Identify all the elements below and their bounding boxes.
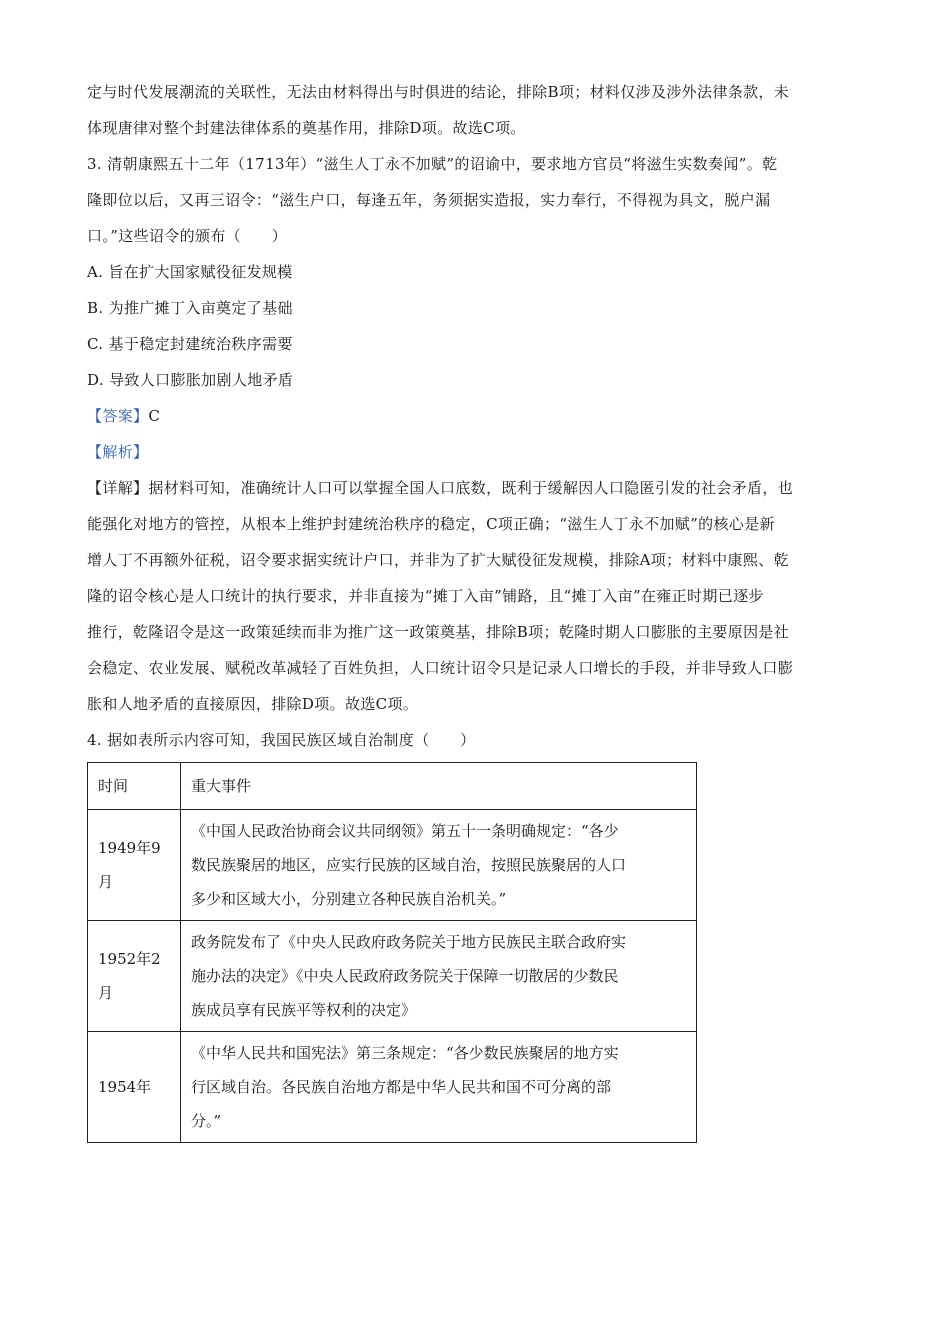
event-line: 《中国人民政治协商会议共同纲领》第五十一条明确规定：“各少 [191, 822, 619, 840]
q3-detail-line: 会稳定、农业发展、赋税改革减轻了百姓负担，人口统计诏令只是记录人口增长的手段，并非导致人口膨 [87, 659, 794, 677]
prev-answer-tail-line-1: 定与时代发展潮流的关联性，无法由材料得出与时俱进的结论，排除B项；材料仅涉及涉外法律条款，未 [87, 83, 790, 101]
time-line: 1954年 [98, 1078, 152, 1096]
header-time: 时间 [88, 763, 181, 810]
question-3 [87, 146, 863, 722]
event-line: 分。” [191, 1112, 222, 1130]
time-cell [88, 1032, 181, 1143]
event-line: 多少和区域大小，分别建立各种民族自治机关。” [191, 890, 507, 908]
q3-stem-line: 3. 清朝康熙五十二年（1713年）“滋生人丁永不加赋”的诏谕中，要求地方官员“将滋生实数奏闻”。乾 [87, 155, 778, 173]
table-row [88, 921, 697, 1032]
event-line: 《中华人民共和国宪法》第三条规定：“各少数民族聚居的地方实 [191, 1044, 619, 1062]
q3-option-c: C. 基于稳定封建统治秩序需要 [87, 335, 293, 353]
time-line: 1949年9 [98, 839, 161, 857]
prev-answer-tail-line-2: 体现唐律对整个封建法律体系的奠基作用，排除D项。故选C项。 [87, 119, 526, 137]
event-line: 族成员享有民族平等权利的决定》 [191, 1001, 417, 1019]
event-line: 施办法的决定》《中央人民政府政务院关于保障一切散居的少数民 [191, 967, 619, 985]
time-line: 月 [98, 984, 114, 1002]
time-cell [88, 810, 181, 921]
q3-stem-line: 口。”这些诏令的颁布（ ） [87, 227, 288, 245]
events-table [87, 762, 697, 1143]
event-line: 政务院发布了《中央人民政府政务院关于地方民族民主联合政府实 [191, 933, 627, 951]
time-cell [88, 921, 181, 1032]
q3-option-b: B. 为推广摊丁入亩奠定了基础 [87, 299, 293, 317]
time-line: 1952年2 [98, 950, 161, 968]
q3-answer [87, 398, 863, 434]
detail-text: 据材料可知，准确统计人口可以掌握全国人口底数，既利于缓解因人口隐匿引发的社会矛盾，也 [148, 479, 794, 497]
q3-option-d: D. 导致人口膨胀加剧人地矛盾 [87, 371, 294, 389]
q3-detail-line: 胀和人地矛盾的直接原因，排除D项。故选C项。 [87, 695, 419, 713]
document-body [87, 74, 863, 758]
detail-tag: 【详解】 [87, 479, 149, 497]
table-row [88, 1032, 697, 1143]
table-row [88, 810, 697, 921]
q3-stem-line: 隆即位以后，又再三诏令：“滋生户口，每逢五年，务须据实造报，实力奉行，不得视为具文，脱户漏 [87, 191, 771, 209]
q3-detail-line: 能强化对地方的管控，从根本上维护封建统治秩序的稳定，C项正确；“滋生人丁永不加赋”的核心是新 [87, 515, 775, 533]
q3-detail-line: 增人丁不再额外征税，诏令要求据实统计户口，并非为了扩大赋役征发规模，排除A项；材料中康熙、乾 [87, 551, 789, 569]
answer-value: C [148, 407, 161, 425]
answer-tag: 【答案】 [87, 407, 149, 425]
q3-option-a: A. 旨在扩大国家赋役征发规模 [87, 263, 293, 281]
event-line: 数民族聚居的地区，应实行民族的区域自治，按照民族聚居的人口 [191, 856, 627, 874]
event-line: 行区域自治。各民族自治地方都是中华人民共和国不可分离的部 [191, 1078, 612, 1096]
q4-stem: 4. 据如表所示内容可知，我国民族区域自治制度（ ） [87, 731, 476, 749]
q3-detail-line: 推行，乾隆诏令是这一政策延续而非为推广这一政策奠基，排除B项；乾隆时期人口膨胀的主要原因是社 [87, 623, 790, 641]
header-event: 重大事件 [181, 763, 697, 810]
table-header-row [88, 763, 697, 810]
event-cell [181, 921, 697, 1032]
q3-detail-line [87, 470, 863, 506]
event-cell [181, 1032, 697, 1143]
time-line: 月 [98, 873, 114, 891]
event-cell [181, 810, 697, 921]
q3-detail-line: 隆的诏令核心是人口统计的执行要求，并非直接为“摊丁入亩”铺路，且“摊丁入亩”在雍正时期已逐步 [87, 587, 764, 605]
analysis-tag: 【解析】 [87, 443, 149, 461]
q3-analysis-heading [87, 434, 863, 470]
